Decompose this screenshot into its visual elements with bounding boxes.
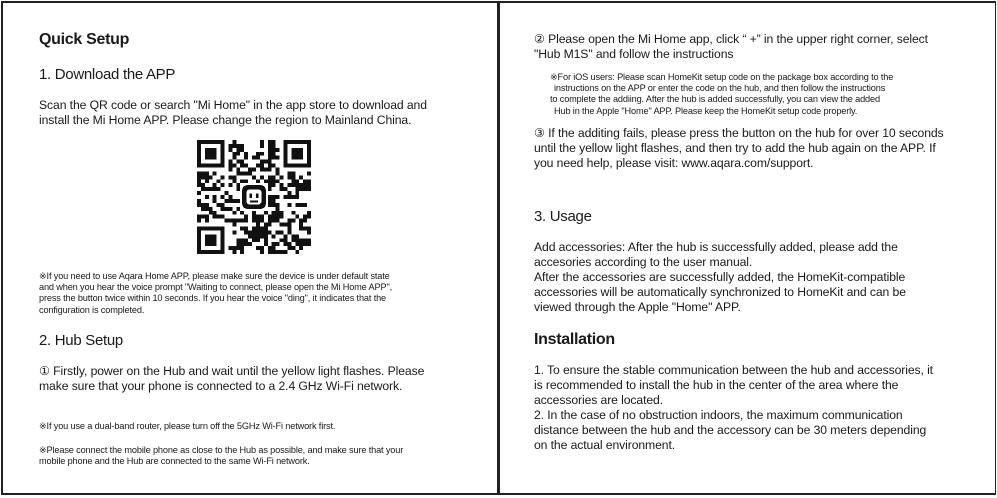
quick-setup-title: Quick Setup bbox=[39, 31, 130, 48]
usage-text: Add accessories: After the hub is successfully added, please add the accesories according to the user manual. After the accessories are successfully added, the HomeKit-compatible accessories will be automatically synchronized to HomeKit and can be viewed through the Apple "Home" APP. bbox=[534, 240, 906, 314]
step2-text: ② Please open the Mi Home app, click “ +” in the upper right corner, select "Hub M1S" and follow the instructions bbox=[534, 32, 928, 61]
hub-setup-heading: 2. Hub Setup bbox=[39, 332, 123, 349]
ios-note: ※For iOS users: Please scan HomeKit setup code on the package box according to the instructions on the APP or enter the code on the hub, and then follow the instructions to complete the addiing. After the hub is added successfully, you can view the added Hub in the Apple "Home" APP. Please keep the HomeKit setup code properly. bbox=[550, 72, 894, 116]
dual-band-note: ※If you use a dual-band router, please turn off the 5GHz Wi-Fi network first. bbox=[39, 421, 336, 431]
download-app-text: Scan the QR code or search "Mi Home" in the app store to download and install the Mi Home APP. Please change the region to Mainland China. bbox=[39, 98, 427, 127]
aqara-app-note: ※If you need to use Aqara Home APP, please make sure the device is under default state and when you hear the voice prompt "Waiting to connect, please open the Mi Home APP", press the button twice within 10 seconds. If you hear the voice "ding", it indicates that the configuration is completed. bbox=[39, 271, 392, 315]
usage-heading: 3. Usage bbox=[534, 208, 592, 225]
installation-text: 1. To ensure the stable communication between the hub and accessories, it is recommended to install the hub in the center of the area where the accessories are located. 2. In the case of no obstruction indoors, the maximum communication distance between the hub and the accessory can be 30 meters depending on the actual environment. bbox=[534, 363, 933, 452]
download-app-heading: 1. Download the APP bbox=[39, 66, 176, 83]
qr-code-icon bbox=[197, 140, 311, 254]
step3-text: ③ If the additing fails, please press the button on the hub for over 10 seconds until the yellow light flashes, and then try to add the hub again on the APP. If you need help, please visit: www.aqara.com/support. bbox=[534, 126, 944, 170]
installation-heading: Installation bbox=[534, 331, 615, 348]
proximity-note: ※Please connect the mobile phone as close to the Hub as possible, and make sure that your mobile phone and the Hub are connected to the same Wi-Fi network. bbox=[39, 445, 404, 467]
hub-setup-step1: ① Firstly, power on the Hub and wait until the yellow light flashes. Please make sure that your phone is connected to a 2.4 GHz Wi-Fi network. bbox=[39, 364, 425, 393]
